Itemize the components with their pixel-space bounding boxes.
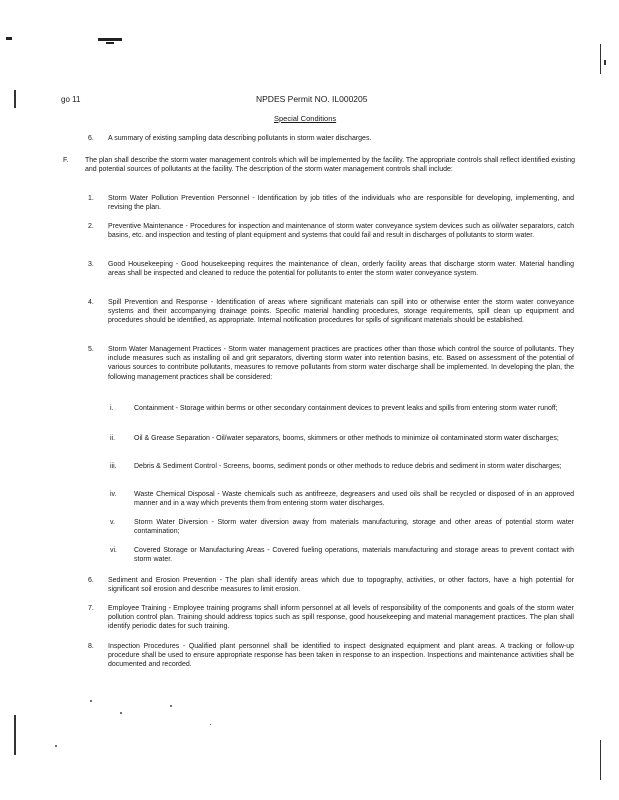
scan-speck [90, 700, 92, 702]
subitem-number: ii. [110, 435, 116, 442]
subitem-text: Covered Storage or Manufacturing Areas - Covered fueling operations, materials manufacturing and storage areas to prevent contact with storm water. [134, 547, 574, 564]
item-number: 1. [88, 195, 94, 202]
item-text: Spill Prevention and Response - Identification of areas where significant materials can spill into or otherwise enter the storm water conveyance systems and their accompanying drainage points. Specific material handling procedures, storage requirements, spill clean up equipment and procedures should be identified, as appropriate. Internal notification procedures for spills of significant materials should be established. [108, 299, 574, 325]
item-text: Storm Water Pollution Prevention Personnel - Identification by job titles of the individuals who are responsible for developing, implementing, and revising the plan. [108, 195, 574, 212]
item-text: Inspection Procedures - Qualified plant personnel shall be identified to inspect designated equipment and plant areas. A tracking or follow-up procedure shall be used to ensure appropriate response has been taken in response to an inspection. Inspections and maintenance activities shall be documented and recorded. [108, 643, 574, 669]
item-number: 4. [88, 299, 94, 306]
item-number: 5. [88, 346, 94, 353]
scan-mark [600, 740, 601, 780]
section-letter: F. [63, 157, 69, 164]
scan-mark [14, 90, 16, 108]
section-intro: The plan shall describe the storm water management controls which will be implemented by the facility. The appropriate controls shall reflect identified existing and potential sources of pollutants at the facility. The description of the storm water management controls shall include: [85, 157, 575, 174]
subitem-number: iv. [110, 491, 117, 498]
item-text: Preventive Maintenance - Procedures for inspection and maintenance of storm water conveyance system devices such as oil/water separators, catch basins, etc. and inspection and testing of plant equipment and systems that could fail and result in discharges of pollutants to storm water. [108, 223, 574, 240]
item-number: 6. [88, 135, 94, 142]
subitem-text: Oil & Grease Separation - Oil/water separators, booms, skimmers or other methods to minimize oil contaminated storm water discharges; [134, 435, 559, 442]
subitem-text: Storm Water Diversion - Storm water diversion away from materials manufacturing, storage and other areas of potential storm water contamination; [134, 519, 574, 536]
scan-speck [55, 745, 57, 747]
permit-title: NPDES Permit NO. IL000205 [256, 94, 368, 104]
subitem-text: Containment - Storage within berms or other secondary containment devices to prevent leaks and spills from entering storm water runoff; [134, 405, 558, 412]
scan-mark [106, 42, 114, 44]
item-text: Sediment and Erosion Prevention - The plan shall identify areas which due to topography, activities, or other factors, have a high potential for significant soil erosion and describe measures to limit erosion. [108, 577, 574, 594]
subitem-number: v. [110, 519, 115, 526]
subitem-number: i. [110, 405, 114, 412]
item-number: 6. [88, 577, 94, 584]
scan-mark [604, 60, 606, 65]
subitem-text: Debris & Sediment Control - Screens, booms, sediment ponds or other methods to reduce debris and sediment in storm water discharges; [134, 463, 562, 470]
scan-speck [210, 724, 211, 725]
item-number: 2. [88, 223, 94, 230]
item-text: Good Housekeeping - Good housekeeping requires the maintenance of clean, orderly facility areas that discharge storm water. Material handling areas shall be inspected and cleaned to reduce the potential for pollutants to enter the storm water conveyance system. [108, 261, 574, 278]
subitem-text: Waste Chemical Disposal - Waste chemicals such as antifreeze, degreasers and used oils shall be recycled or disposed of in an approved manner and in a way which prevents them from entering storm water discharges. [134, 491, 574, 508]
item-number: 7. [88, 605, 94, 612]
item-number: 8. [88, 643, 94, 650]
page-label: go 11 [61, 95, 81, 104]
scan-mark [14, 715, 16, 755]
item-text: A summary of existing sampling data describing pollutants in storm water discharges. [108, 135, 372, 142]
subitem-number: vi. [110, 547, 117, 554]
scan-mark [98, 38, 122, 41]
scan-speck [170, 705, 172, 707]
item-text: Employee Training - Employee training programs shall inform personnel at all levels of responsibility of the components and goals of the storm water pollution control plan. Training should address topics such as spill response, good housekeeping and material management practices. The plan shall identify periodic dates for such training. [108, 605, 574, 631]
section-title: Special Conditions [274, 114, 337, 123]
item-text: Storm Water Management Practices - Storm water management practices are practices other than those which control the source of pollutants. They include measures such as installing oil and grit separators, diverting storm water into retention basins, etc. Based on assessment of the potential of various sources to contribute pollutants, measures to remove pollutants from storm water discharge shall be implemented. In developing the plan, the following management practices shall be considered: [108, 346, 574, 381]
scan-mark [600, 44, 601, 74]
item-number: 3. [88, 261, 94, 268]
scan-speck [120, 712, 122, 714]
scan-mark [6, 37, 12, 40]
subitem-number: iii. [110, 463, 117, 470]
